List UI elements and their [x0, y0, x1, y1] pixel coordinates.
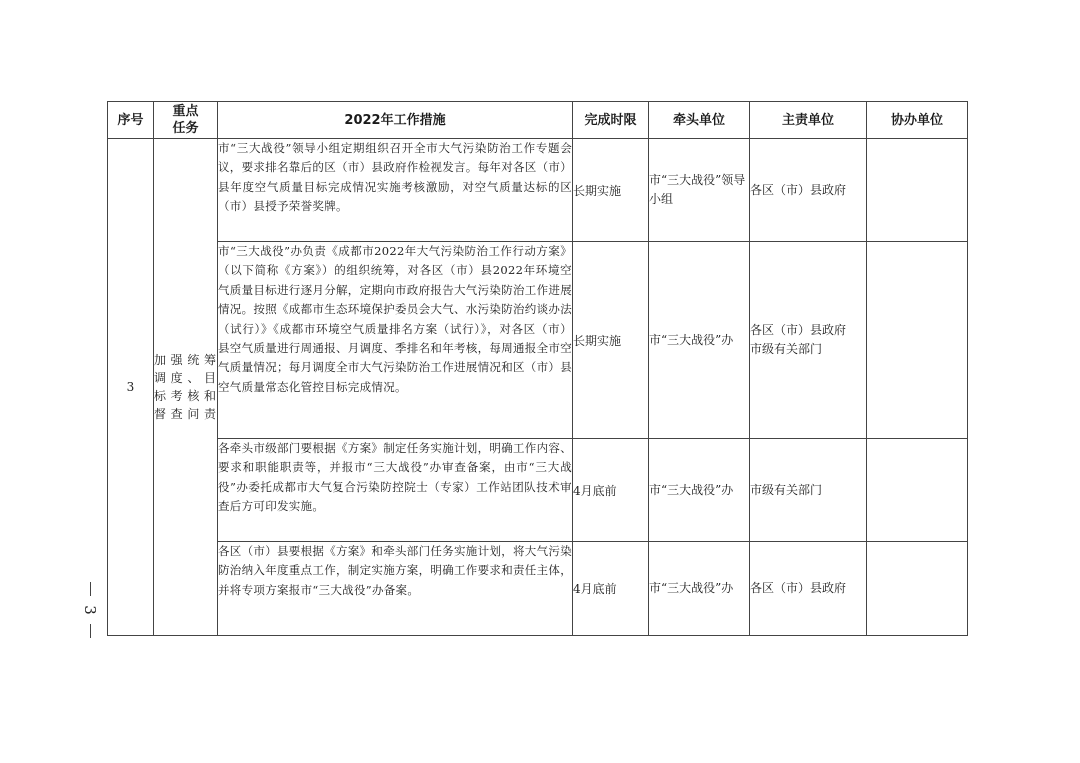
page-number	[78, 582, 102, 642]
measure-cell	[218, 139, 573, 242]
assisting-unit-cell	[867, 242, 968, 439]
deadline-cell: 长期实施	[573, 242, 649, 439]
responsible-unit-cell: 各区（市）县政府	[750, 139, 867, 242]
measure-text: 各牵头市级部门要根据《方案》制定任务实施计划，明确工作内容、要求和职能职责等，并报市“三大战役”办审查备案，由市“三大战役”办委托成都市大气复合污染防控院士（专家）工作站团队技术审查后方可印发实施。	[218, 441, 572, 514]
lead-unit-cell: 市“三大战役”办	[649, 242, 750, 439]
seq-cell: 3	[108, 139, 154, 636]
lead-unit-cell: 市“三大战役”办	[649, 542, 750, 636]
header-task: 重点 任务	[154, 102, 218, 139]
assisting-unit-cell	[867, 139, 968, 242]
measure-text: 市“三大战役”领导小组定期组织召开全市大气污染防治工作专题会议，要求排名靠后的区（市）县政府作检视发言。每年对各区（市）县年度空气质量目标完成情况实施考核激励，对空气质量达标的区（市）县授予荣誉奖牌。	[218, 141, 572, 214]
header-measures: 2022年工作措施	[218, 102, 573, 139]
table-row	[108, 139, 968, 242]
task-text: 加强统筹调度、目标考核和督查问责	[154, 353, 217, 421]
responsible-unit-cell: 市级有关部门	[750, 439, 867, 542]
header-seq: 序号	[108, 102, 154, 139]
deadline-cell: 4月底前	[573, 542, 649, 636]
table-row	[108, 542, 968, 636]
lead-unit-cell: 市“三大战役”领导小组	[649, 139, 750, 242]
measure-text: 市“三大战役”办负责《成都市2022年大气污染防治工作行动方案》（以下简称《方案》）的组织统筹，对各区（市）县2022年环境空气质量目标进行逐月分解，定期向市政府报告大气污染防治工作进展情况。按照《成都市生态环境保护委员会大气、水污染防治约谈办法（试行）》《成都市环境空气质量排名方案（试行）》，对各区（市）县空气质量进行周通报、月调度、季排名和年考核，每周通报全市空气质量情况；每月调度全市大气污染防治工作进展情况和区（市）县空气质量常态化管控目标完成情况。	[218, 244, 572, 394]
task-cell	[154, 139, 218, 636]
page-number-value: 3	[80, 605, 99, 615]
measures-table	[107, 101, 968, 636]
header-lead-unit: 牵头单位	[649, 102, 750, 139]
responsible-unit-cell: 各区（市）县政府 市级有关部门	[750, 242, 867, 439]
measure-cell	[218, 439, 573, 542]
header-assisting-unit: 协办单位	[867, 102, 968, 139]
header-row	[108, 102, 968, 139]
page-number-dash-top	[90, 582, 91, 596]
assisting-unit-cell	[867, 439, 968, 542]
table-row	[108, 439, 968, 542]
measure-cell	[218, 542, 573, 636]
measure-text: 各区（市）县要根据《方案》和牵头部门任务实施计划，将大气污染防治纳入年度重点工作，制定实施方案，明确工作要求和责任主体，并将专项方案报市“三大战役”办备案。	[218, 544, 572, 597]
assisting-unit-cell	[867, 542, 968, 636]
page-number-dash-bottom	[90, 624, 91, 638]
header-deadline: 完成时限	[573, 102, 649, 139]
measure-cell	[218, 242, 573, 439]
header-responsible-unit: 主责单位	[750, 102, 867, 139]
table-row	[108, 242, 968, 439]
responsible-unit-cell: 各区（市）县政府	[750, 542, 867, 636]
deadline-cell: 长期实施	[573, 139, 649, 242]
deadline-cell: 4月底前	[573, 439, 649, 542]
lead-unit-cell: 市“三大战役”办	[649, 439, 750, 542]
